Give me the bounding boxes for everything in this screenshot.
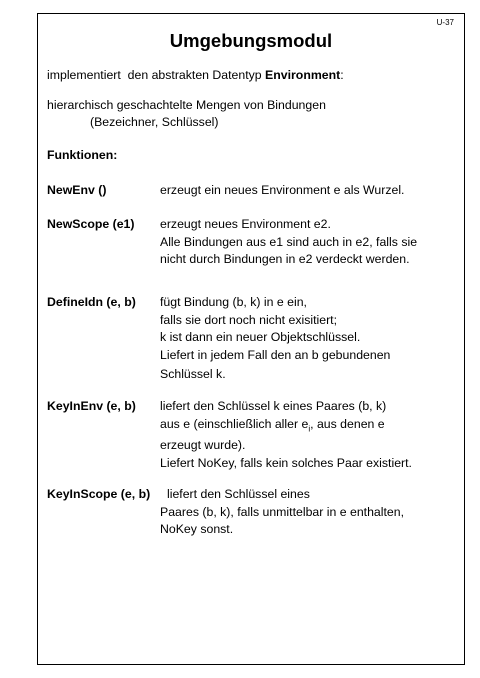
desc-line: fügt Bindung (b, k) in e ein,: [160, 295, 307, 309]
intro-prefix: implementiert den abstrakten Datentyp: [47, 68, 266, 82]
function-desc-defineidn: [160, 294, 390, 384]
desc-line: nicht durch Bindungen in e2 verdeckt werden.: [160, 252, 410, 266]
subscript-i: i: [308, 423, 311, 433]
function-desc-newscope: [160, 216, 417, 269]
page-number: U-37: [436, 18, 454, 27]
function-name-keyinenv: KeyInEnv (e, b): [47, 399, 136, 413]
desc-text: aus e (einschließlich aller e: [160, 416, 309, 431]
desc-line: Liefert NoKey, falls kein solches Paar existiert.: [160, 455, 412, 470]
desc-line: Paares (b, k), falls unmittelbar in e enthalten,: [160, 504, 405, 519]
desc-line: falls sie dort noch nicht exisitiert;: [160, 312, 338, 327]
function-name-keyinscope: KeyInScope (e, b): [47, 487, 151, 501]
desc-line: Alle Bindungen aus e1 sind auch in e2, falls sie: [160, 234, 418, 249]
intro-line: [47, 67, 344, 85]
intro-suffix: :: [340, 68, 344, 82]
function-desc-newenv: [160, 182, 404, 200]
function-name-defineidn: DefineIdn (e, b): [47, 295, 136, 309]
desc-line: [160, 416, 412, 438]
functions-heading: Funktionen:: [47, 148, 118, 162]
page-title: Umgebungsmodul: [169, 30, 333, 51]
function-desc-keyinenv: [160, 398, 412, 472]
desc-text: , aus denen e: [310, 416, 385, 431]
desc-line: erzeugt wurde).: [160, 438, 246, 453]
desc-line: liefert den Schlüssel k eines Paares (b, k): [160, 399, 387, 413]
function-name-newscope: NewScope (e1): [47, 217, 135, 231]
desc-line: erzeugt ein neues Environment e als Wurzel.: [160, 183, 405, 197]
slide-frame: [37, 13, 465, 665]
desc-line: liefert den Schlüssel eines: [167, 487, 310, 501]
intro-type-name: Environment: [265, 68, 341, 82]
function-desc-keyinscope: [160, 486, 405, 539]
desc-line: NoKey sonst.: [160, 522, 234, 536]
desc-line: Schlüssel k.: [160, 367, 226, 381]
description-line-1: hierarchisch geschachtelte Mengen von Bindungen: [47, 98, 326, 112]
desc-line: erzeugt neues Environment e2.: [160, 217, 331, 231]
desc-line: Liefert in jedem Fall den an b gebundenen: [160, 347, 391, 362]
description-line-2: (Bezeichner, Schlüssel): [90, 115, 219, 129]
function-name-newenv: NewEnv (): [47, 183, 107, 197]
desc-line: k ist dann ein neuer Objektschlüssel.: [160, 330, 361, 344]
